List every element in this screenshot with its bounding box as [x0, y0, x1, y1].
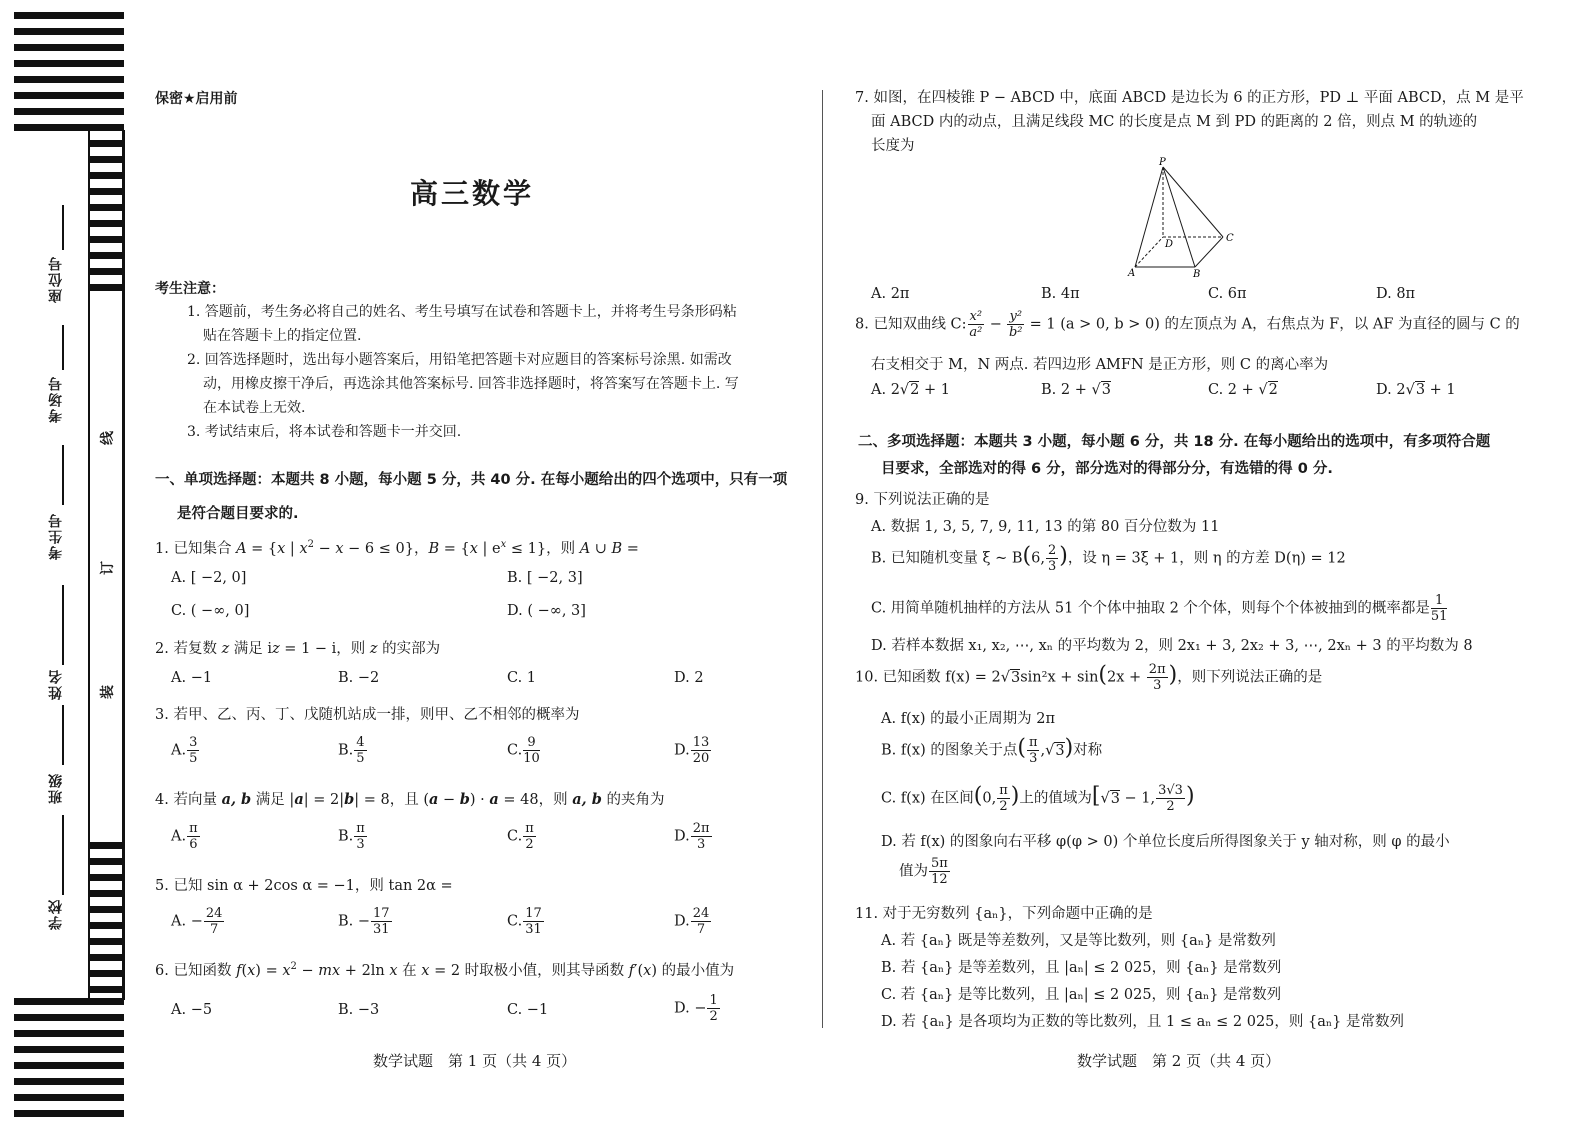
- binding-strip: [0, 0, 130, 1138]
- page-1-footer: 数学试题 第 1 页（共 4 页）: [373, 1052, 577, 1070]
- question-7-cont: 长度为: [871, 138, 915, 154]
- q8-option-c: C. 2 + √2: [1208, 382, 1278, 398]
- q8-option-a: A. 2√2 + 1: [871, 382, 950, 398]
- candidate-number-label: 考生号: [48, 512, 64, 560]
- section-2-heading: 二、多项选择题：本题共 3 小题，每小题 6 分，共 18 分. 在每小题给出的选项中，有多项符合题: [858, 434, 1491, 450]
- q9-option-a: A. 数据 1, 3, 5, 7, 9, 11, 13 的第 80 百分位数为 11: [871, 519, 1220, 535]
- q8-option-b: B. 2 + √3: [1041, 382, 1111, 398]
- q4-option-c: C. $\frac{\pi}{2}$: [507, 821, 534, 852]
- q10-option-d: D. 若 f(x) 的图象向右平移 φ(φ > 0) 个单位长度后所得图象关于 y 轴对称，则 φ 的最小: [881, 834, 1450, 850]
- q4-option-b: B. $\frac{\pi}{3}$: [338, 821, 365, 852]
- question-9: 9. 下列说法正确的是: [855, 492, 990, 508]
- q9-option-c: C. 用简单随机抽样的方法从 51 个个体中抽取 2 个个体，则每个个体被抽到的概率都是 $\frac{1}{51}$: [871, 593, 1448, 624]
- q3-option-b: B. $\frac{4}{5}$: [338, 735, 365, 766]
- question-8-cont: 右支相交于 M，N 两点. 若四边形 AMFN 是正方形，则 C 的离心率为: [871, 357, 1329, 373]
- q3-option-c: C. $\frac{9}{10}$: [507, 735, 540, 766]
- fig-label-c: C: [1226, 233, 1234, 244]
- q7-option-c: C. 6π: [1208, 286, 1247, 302]
- question-7-cont: 面 ABCD 内的动点，且满足线段 MC 的长度是点 M 到 PD 的距离的 2 倍，则点 M 的轨迹的: [871, 114, 1478, 130]
- q7-option-b: B. 4π: [1041, 286, 1080, 302]
- fig-label-a: A: [1128, 268, 1136, 279]
- bind-word-staple: 订: [100, 561, 116, 575]
- seat-number-label: 座位号: [48, 255, 64, 303]
- notice-line: 1. 答题前，考生务必将自己的姓名、考生号填写在试卷和答题卡上，并将考生号条形码粘: [187, 304, 737, 320]
- q11-option-d: D. 若 {aₙ} 是各项均为正数的等比数列，且 1 ≤ aₙ ≤ 2 025，则 {aₙ} 是常数列: [881, 1014, 1404, 1030]
- exam-title: 高三数学: [410, 177, 535, 210]
- notice-line: 动，用橡皮擦干净后，再选涂其他答案标号. 回答非选择题时，将答案写在答题卡上. 写: [203, 376, 739, 392]
- q1-option-a: A. [ −2, 0]: [171, 570, 247, 586]
- school-label: 学校: [48, 898, 64, 930]
- q5-option-c: C. $\frac{17}{31}$: [507, 906, 542, 937]
- question-1: 1. 已知集合 A = {x | $x^2 - x - 6 \le 0$}，B = {x | $e^x \le 1$}，则 A ∪ B =: [155, 539, 639, 557]
- q2-option-c: C. 1: [507, 670, 537, 686]
- q10-option-a: A. f(x) 的最小正周期为 2π: [881, 711, 1056, 727]
- q6-option-a: A. −5: [171, 1002, 213, 1018]
- q5-option-b: B. − $\frac{17}{31}$: [338, 906, 390, 937]
- notice-line: 3. 考试结束后，将本试卷和答题卡一并交回.: [187, 424, 462, 440]
- q10-option-c: C. f(x) 在区间(0, $\frac{\pi}{2}$ )上的值域为[√3 − 1, $\frac{3√3}{2}$ ): [881, 783, 1195, 814]
- q1-option-c: C. ( −∞, 0]: [171, 603, 250, 619]
- q11-option-b: B. 若 {aₙ} 是等差数列，且 |aₙ| ≤ 2 025，则 {aₙ} 是常数列: [881, 960, 1282, 976]
- q7-option-d: D. 8π: [1376, 286, 1416, 302]
- notice-line: 2. 回答选择题时，选出每小题答案后，用铅笔把答题卡对应题目的答案标号涂黑. 如需改: [187, 352, 732, 368]
- question-6: 6. 已知函数 $f(x) = x^2$ − mx + 2ln x 在 x = 2 时取极小值，则其导函数 f′(x) 的最小值为: [155, 961, 735, 979]
- q6-option-d: D. − $\frac{1}{2}$: [674, 993, 718, 1024]
- bind-word-bind: 装: [100, 685, 116, 699]
- q7-option-a: A. 2π: [871, 286, 910, 302]
- q6-option-c: C. −1: [507, 1002, 549, 1018]
- question-4: 4. 若向量 a, b 满足 |a| = 2|b| = 8，且 (a − b) · a = 48，则 a, b 的夹角为: [155, 791, 665, 808]
- q1-option-b: B. [ −2, 3]: [507, 570, 583, 586]
- page-divider: [822, 90, 823, 1028]
- question-2: 2. 若复数 z 满足 iz = 1 − i，则 z 的实部为: [155, 641, 441, 657]
- q2-option-a: A. −1: [171, 670, 213, 686]
- q3-option-a: A. $\frac{3}{5}$: [171, 735, 198, 766]
- notice-heading: 考生注意：: [155, 281, 225, 297]
- q5-option-a: A. − $\frac{24}{7}$: [171, 906, 223, 937]
- name-label: 姓名: [48, 668, 64, 700]
- notice-line: 贴在答题卡上的指定位置.: [203, 328, 362, 344]
- question-11: 11. 对于无穷数列 {aₙ}，下列命题中正确的是: [855, 906, 1153, 922]
- question-10: 10. 已知函数 f(x) = 2√3sin²x + sin(2x + $\frac{2\pi}{3}$ )，则下列说法正确的是: [855, 662, 1323, 693]
- question-3: 3. 若甲、乙、丙、丁、戊随机站成一排，则甲、乙不相邻的概率为: [155, 707, 580, 723]
- notice-line: 在本试卷上无效.: [203, 400, 306, 416]
- section-1-heading-cont: 是符合题目要求的.: [177, 506, 299, 522]
- page-2-footer: 数学试题 第 2 页（共 4 页）: [1077, 1052, 1281, 1070]
- question-8: 8. 已知双曲线 C: $\frac{\text{x²}}{\text{a²}}$ − $\frac{\text{y²}}{\text{b²}}$ = 1 (a > 0, b > 0) 的左顶点为 A，右焦点为 F，以 AF 为直径的圆与 C 的: [855, 309, 1520, 340]
- q10-option-b: B. f(x) 的图象关于点( $\frac{\pi}{3}$ ,√3)对称: [881, 735, 1103, 766]
- section-1-heading: 一、单项选择题：本题共 8 小题，每小题 5 分，共 40 分. 在每小题给出的四个选项中，只有一项: [155, 472, 788, 488]
- q6-option-b: B. −3: [338, 1002, 380, 1018]
- q10-option-d-cont: 值为 $\frac{5\pi}{12}$: [899, 856, 948, 887]
- q4-option-a: A. $\frac{\pi}{6}$: [171, 821, 198, 852]
- q3-option-d: D. $\frac{13}{20}$: [674, 735, 710, 766]
- question-7: 7. 如图，在四棱锥 P − ABCD 中，底面 ABCD 是边长为 6 的正方形，PD ⊥ 平面 ABCD，点 M 是平: [855, 90, 1524, 106]
- question-5: 5. 已知 sin α + 2cos α = −1，则 tan 2α =: [155, 878, 453, 894]
- q11-option-c: C. 若 {aₙ} 是等比数列，且 |aₙ| ≤ 2 025，则 {aₙ} 是常数列: [881, 987, 1282, 1003]
- q5-option-d: D. $\frac{24}{7}$: [674, 906, 710, 937]
- fig-label-b: B: [1193, 269, 1201, 280]
- pyramid-figure: [1125, 155, 1245, 280]
- class-label: 班级: [48, 772, 64, 804]
- bind-word-line: 线: [100, 431, 116, 445]
- exam-room-label: 考场号: [48, 375, 64, 423]
- q9-option-b: B. 已知随机变量 ξ ~ B(6, $\frac{2}{3}$ )，设 η = 3ξ + 1，则 η 的方差 D(η) = 12: [871, 543, 1346, 574]
- q11-option-a: A. 若 {aₙ} 既是等差数列，又是等比数列，则 {aₙ} 是常数列: [881, 933, 1276, 949]
- q9-option-d: D. 若样本数据 x₁, x₂, ⋯, xₙ 的平均数为 2，则 2x₁ + 3, 2x₂ + 3, ⋯, 2xₙ + 3 的平均数为 8: [871, 638, 1473, 654]
- section-2-heading-cont: 目要求，全部选对的得 6 分，部分选对的得部分分，有选错的得 0 分.: [881, 461, 1333, 477]
- q4-option-d: D. $\frac{2\pi}{3}$: [674, 821, 710, 852]
- confidential-mark: 保密★启用前: [155, 91, 238, 107]
- q1-option-d: D. ( −∞, 3]: [507, 603, 586, 619]
- fig-label-p: P: [1159, 157, 1166, 168]
- q2-option-d: D. 2: [674, 670, 704, 686]
- fig-label-d: D: [1165, 239, 1174, 250]
- q2-option-b: B. −2: [338, 670, 380, 686]
- q8-option-d: D. 2√3 + 1: [1376, 382, 1456, 398]
